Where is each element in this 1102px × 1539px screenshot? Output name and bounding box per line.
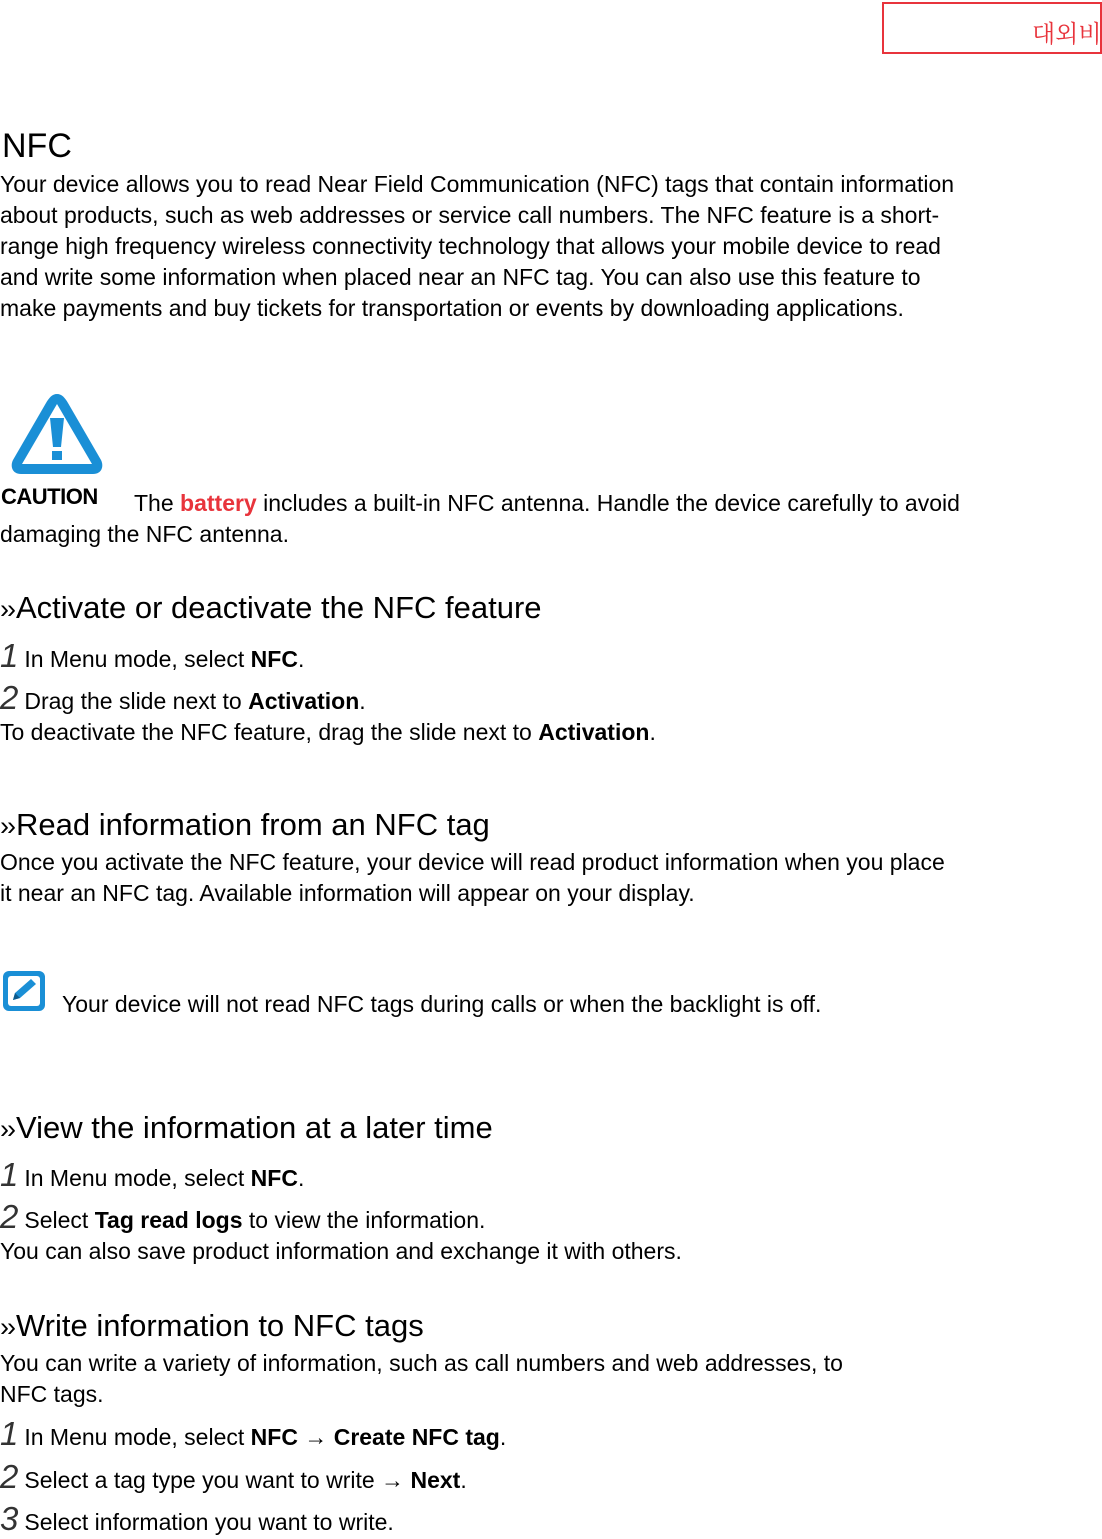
step-number: 2 — [0, 1198, 19, 1235]
note-bold: Activation — [538, 719, 650, 745]
caution-text-after: includes a built-in NFC antenna. Handle the device carefully to avoid damaging the NFC antenna. — [0, 490, 960, 547]
chevron-icon: ›› — [0, 811, 14, 841]
step-text: Select information you want to write. — [24, 1509, 394, 1535]
step-after: . — [359, 688, 366, 714]
step-text: Drag the slide next to — [24, 688, 249, 714]
step-2 — [0, 681, 366, 718]
step-text: In Menu mode, select — [24, 646, 251, 672]
step-number: 1 — [0, 637, 19, 674]
chevron-icon: ›› — [0, 594, 14, 624]
write-paragraph: You can write a variety of information, such as call numbers and web addresses, to NFC tags. — [0, 1350, 843, 1407]
section-heading-text: Activate or deactivate the NFC feature — [15, 590, 542, 625]
deactivate-note — [0, 717, 960, 748]
step-1 — [0, 1417, 506, 1454]
step-2 — [0, 1200, 485, 1237]
section-heading-text: Read information from an NFC tag — [15, 807, 490, 842]
caution-text — [0, 488, 960, 550]
memo-text: Your device will not read NFC tags during calls or when the backlight is off. — [62, 991, 822, 1017]
note-after: . — [649, 719, 656, 745]
step-text: In Menu mode, select — [24, 1424, 251, 1450]
step-bold: NFC → Create NFC tag — [250, 1424, 500, 1450]
step-text: Select — [24, 1207, 95, 1233]
step-bold: Activation — [248, 688, 360, 714]
step-1 — [0, 639, 304, 676]
step-number: 1 — [0, 1415, 19, 1452]
step-number: 3 — [0, 1500, 19, 1537]
caution-highlight: battery — [180, 490, 257, 516]
step-bold: NFC — [250, 1165, 298, 1191]
step-bold: Tag read logs — [94, 1207, 243, 1233]
read-paragraph: Once you activate the NFC feature, your device will read product information when you place it near an NFC tag. Available information will appear on your display. — [0, 849, 945, 906]
step-1 — [0, 1158, 304, 1195]
step-2 — [0, 1460, 467, 1497]
chevron-icon: ›› — [0, 1114, 14, 1144]
warning-triangle-icon — [8, 390, 106, 478]
section-heading-read — [0, 805, 490, 846]
note-text: To deactivate the NFC feature, drag the slide next to — [0, 719, 539, 745]
step-bold: NFC — [250, 646, 298, 672]
caution-label: CAUTION — [1, 484, 98, 509]
section-heading-view — [0, 1108, 493, 1149]
section-heading-text: View the information at a later time — [15, 1110, 493, 1145]
step-after: to view the information. — [242, 1207, 486, 1233]
caution-text-before: The — [134, 490, 181, 516]
stamp-text: 대외비 — [1032, 20, 1102, 48]
section-heading-text: Write information to NFC tags — [15, 1308, 424, 1343]
step-number: 2 — [0, 1458, 19, 1495]
save-info-paragraph: You can also save product information and exchange it with others. — [0, 1238, 682, 1264]
step-after: . — [297, 1165, 305, 1191]
intro-paragraph: Your device allows you to read Near Field Communication (NFC) tags that contain information about products, such as web addresses or service call numbers. The NFC feature is a short-range high frequency wireless connectivity technology that allows your mobile device to read and write some information when placed near an NFC tag. You can also use this feature to make payments and buy tickets for transportation or events by downloading applications. — [0, 171, 955, 321]
chevron-icon: ›› — [0, 1312, 14, 1342]
page-title: NFC — [2, 127, 72, 165]
confidential-stamp — [882, 2, 1102, 54]
step-text: Select a tag type you want to write → — [24, 1467, 411, 1493]
step-after: . — [460, 1467, 467, 1493]
step-after: . — [499, 1424, 507, 1450]
section-heading-write — [0, 1306, 424, 1347]
step-3 — [0, 1502, 394, 1539]
step-after: . — [297, 646, 305, 672]
section-heading-activate — [0, 588, 542, 629]
step-bold: Next — [410, 1467, 461, 1493]
step-number: 2 — [0, 679, 19, 716]
step-number: 1 — [0, 1156, 19, 1193]
step-text: In Menu mode, select — [24, 1165, 251, 1191]
